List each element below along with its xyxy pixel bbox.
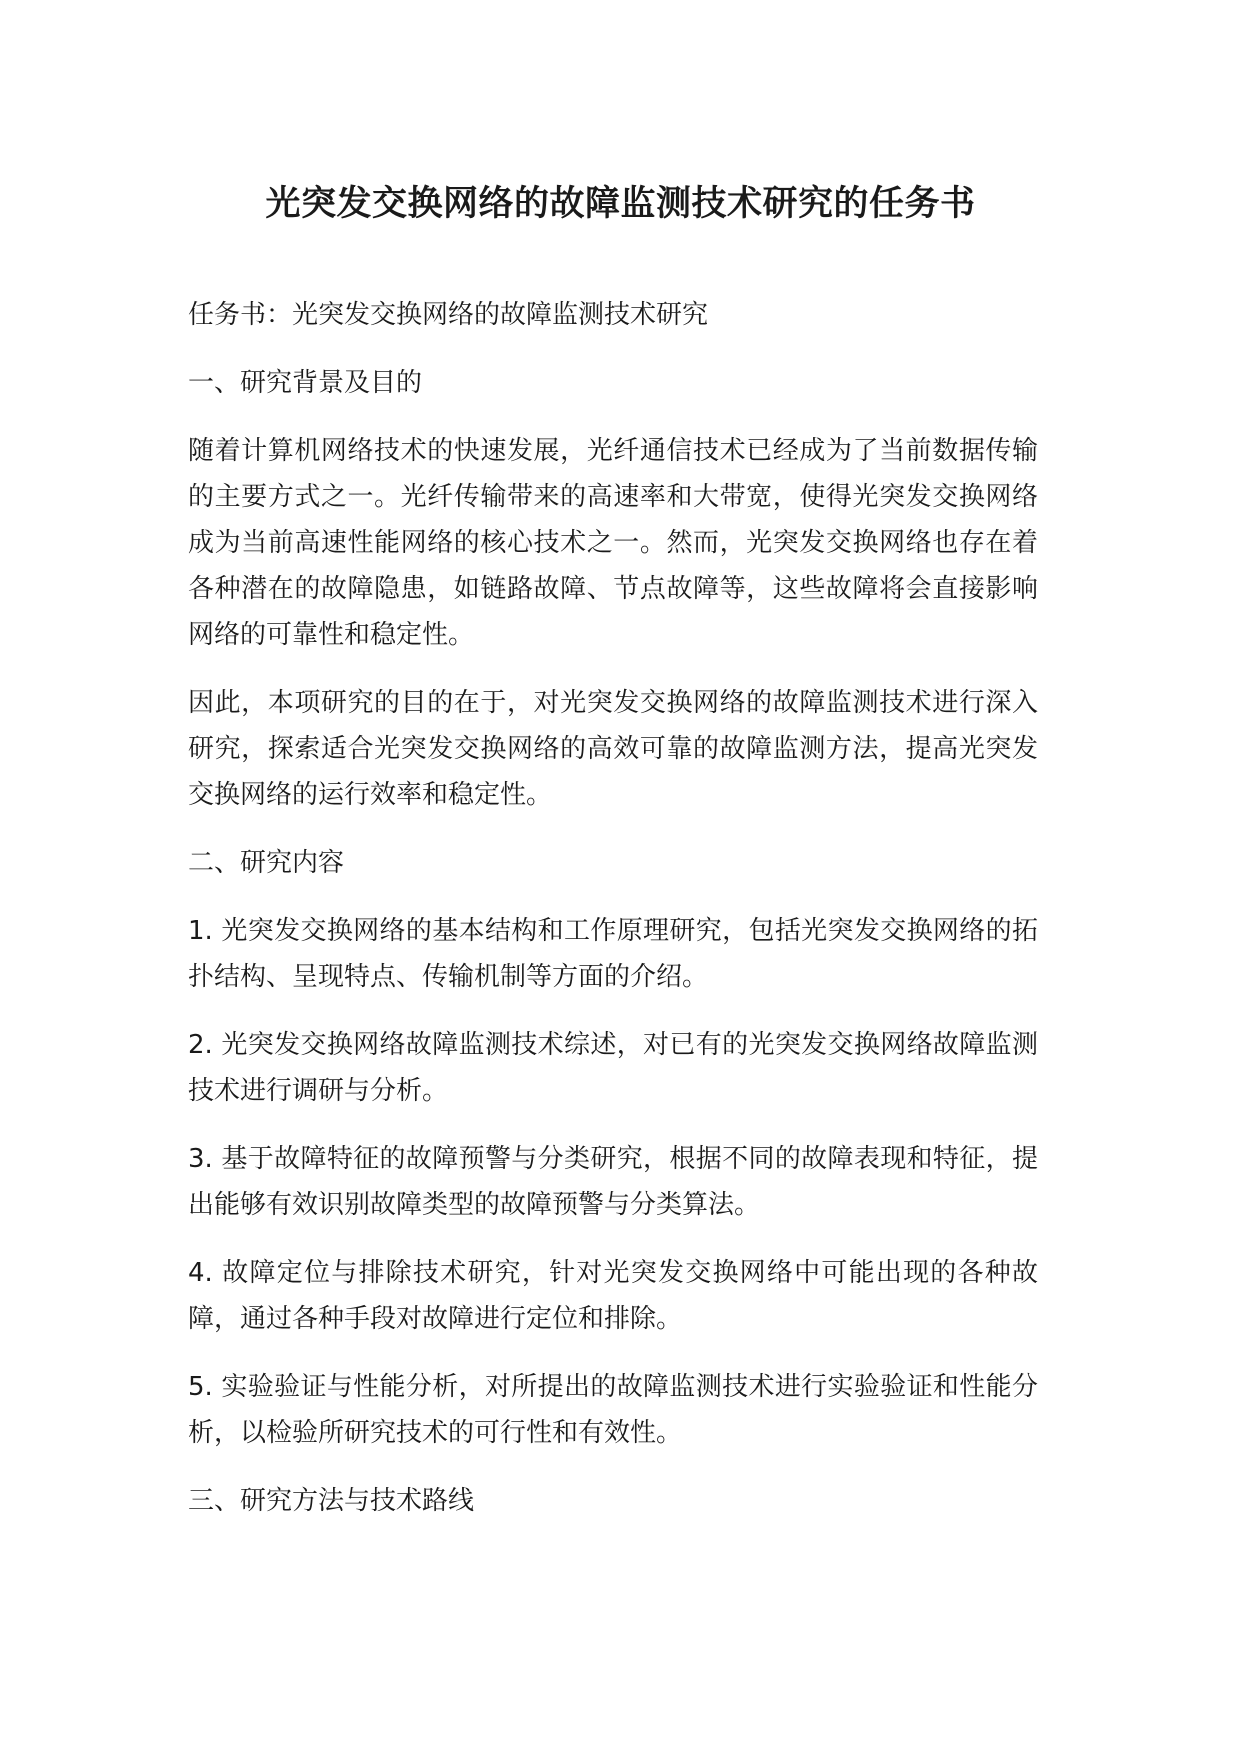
paragraph-background: 随着计算机网络技术的快速发展，光纤通信技术已经成为了当前数据传输的主要方式之一。光纤传输带来的高速率和大带宽，使得光突发交换网络成为当前高速性能网络的核心技术之一。然而，光突发交换网络也存在着各种潜在的故障隐患，如链路故障、节点故障等，这些故障将会直接影响网络的可靠性和稳定性。 bbox=[188, 436, 1038, 650]
document-title: 光突发交换网络的故障监测技术研究的任务书 bbox=[265, 184, 976, 224]
document-subtitle: 任务书：光突发交换网络的故障监测技术研究 bbox=[188, 300, 709, 330]
section-heading-methods: 三、研究方法与技术路线 bbox=[188, 1486, 475, 1516]
document-body bbox=[188, 292, 1038, 1546]
content-item-4: 4. 故障定位与排除技术研究，针对光突发交换网络中可能出现的各种故障，通过各种手段对故障进行定位和排除。 bbox=[188, 1258, 1038, 1334]
paragraph-purpose: 因此，本项研究的目的在于，对光突发交换网络的故障监测技术进行深入研究，探索适合光突发交换网络的高效可靠的故障监测方法，提高光突发交换网络的运行效率和稳定性。 bbox=[188, 688, 1038, 810]
content-item-5: 5. 实验验证与性能分析，对所提出的故障监测技术进行实验验证和性能分析，以检验所研究技术的可行性和有效性。 bbox=[188, 1372, 1038, 1448]
content-item-1: 1. 光突发交换网络的基本结构和工作原理研究，包括光突发交换网络的拓扑结构、呈现特点、传输机制等方面的介绍。 bbox=[188, 916, 1038, 992]
content-item-3: 3. 基于故障特征的故障预警与分类研究，根据不同的故障表现和特征，提出能够有效识别故障类型的故障预警与分类算法。 bbox=[188, 1144, 1038, 1220]
section-heading-background: 一、研究背景及目的 bbox=[188, 368, 423, 398]
section-heading-content: 二、研究内容 bbox=[188, 848, 345, 878]
content-item-2: 2. 光突发交换网络故障监测技术综述，对已有的光突发交换网络故障监测技术进行调研与分析。 bbox=[188, 1030, 1038, 1106]
